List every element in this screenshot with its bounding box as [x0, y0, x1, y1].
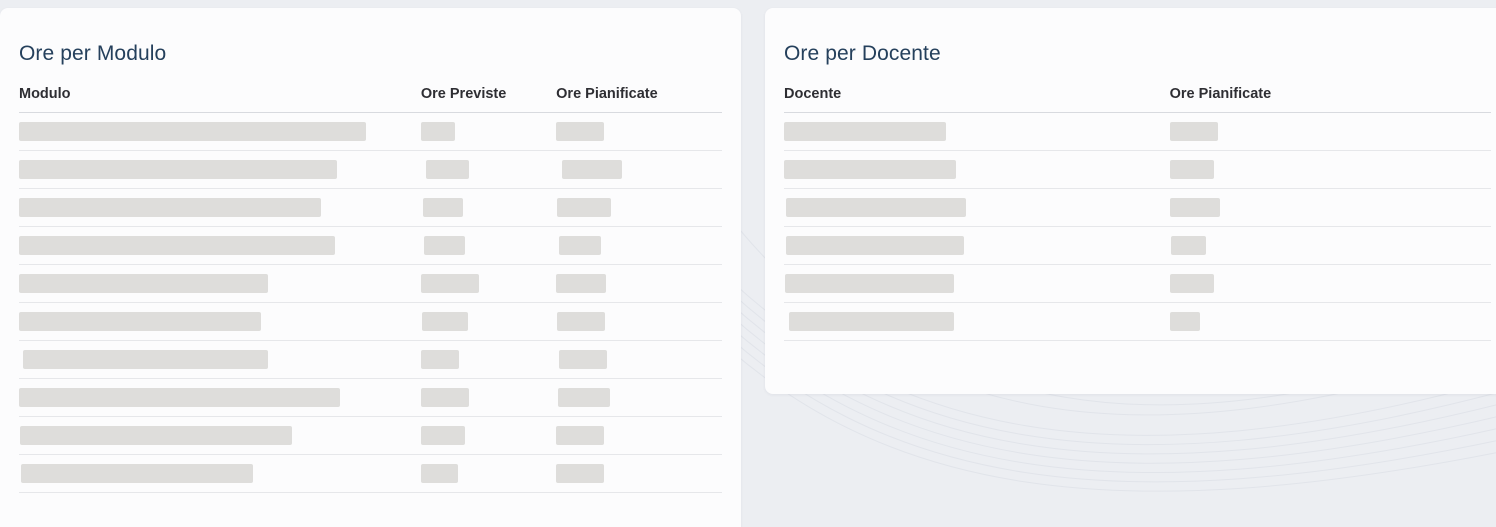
loading-placeholder [421, 274, 479, 293]
loading-placeholder [422, 312, 468, 331]
table-row[interactable] [19, 379, 722, 417]
cell-modulo-name [19, 151, 421, 189]
cell-modulo-name [19, 341, 421, 379]
loading-placeholder [421, 350, 459, 369]
cell-ore-previste [421, 189, 556, 227]
cell-ore-pianificate [556, 341, 722, 379]
loading-placeholder [789, 312, 954, 331]
cell-ore-previste [421, 227, 556, 265]
cell-docente-name [784, 113, 1170, 151]
cell-modulo-name [19, 455, 421, 493]
loading-placeholder [786, 236, 964, 255]
table-row[interactable] [19, 455, 722, 493]
cell-ore-pianificate [556, 379, 722, 417]
loading-placeholder [19, 388, 340, 407]
loading-placeholder [1170, 274, 1214, 293]
cell-ore-pianificate [1170, 303, 1491, 341]
table-row[interactable] [19, 417, 722, 455]
loading-placeholder [23, 350, 268, 369]
loading-placeholder [556, 464, 604, 483]
cell-docente-name [784, 189, 1170, 227]
loading-placeholder [556, 274, 606, 293]
cell-ore-previste [421, 417, 556, 455]
loading-placeholder [19, 198, 321, 217]
cell-modulo-name [19, 189, 421, 227]
cell-ore-pianificate [556, 417, 722, 455]
loading-placeholder [557, 198, 611, 217]
table-row[interactable] [19, 189, 722, 227]
cell-ore-pianificate [1170, 113, 1491, 151]
cell-modulo-name [19, 303, 421, 341]
cell-ore-pianificate [556, 151, 722, 189]
cell-docente-name [784, 303, 1170, 341]
loading-placeholder [784, 160, 956, 179]
column-header-ore-previste: Ore Previste [421, 86, 556, 113]
cell-modulo-name [19, 113, 421, 151]
loading-placeholder [1170, 198, 1220, 217]
table-row[interactable] [784, 265, 1491, 303]
cell-modulo-name [19, 379, 421, 417]
cell-ore-previste [421, 379, 556, 417]
table-row[interactable] [784, 303, 1491, 341]
loading-placeholder [557, 312, 605, 331]
table-row[interactable] [784, 189, 1491, 227]
cell-ore-previste [421, 303, 556, 341]
column-header-ore-pianificate: Ore Pianificate [1170, 86, 1491, 113]
table-ore-per-modulo [19, 86, 722, 493]
loading-placeholder [19, 122, 366, 141]
table-row[interactable] [19, 303, 722, 341]
table-row[interactable] [19, 151, 722, 189]
cell-docente-name [784, 227, 1170, 265]
cell-modulo-name [19, 417, 421, 455]
loading-placeholder [562, 160, 622, 179]
cell-ore-previste [421, 113, 556, 151]
loading-placeholder [19, 274, 268, 293]
loading-placeholder [786, 198, 966, 217]
page-title-docente: Ore per Docente [784, 42, 941, 65]
loading-placeholder [424, 236, 465, 255]
top-strip [0, 0, 1496, 8]
loading-placeholder [421, 388, 469, 407]
cell-ore-previste [421, 455, 556, 493]
loading-placeholder [559, 350, 607, 369]
loading-placeholder [1171, 236, 1206, 255]
loading-placeholder [558, 388, 610, 407]
table-row[interactable] [784, 227, 1491, 265]
table-row[interactable] [19, 265, 722, 303]
loading-placeholder [559, 236, 601, 255]
cell-ore-pianificate [556, 303, 722, 341]
loading-placeholder [556, 426, 604, 445]
loading-placeholder [423, 198, 463, 217]
loading-placeholder [19, 160, 337, 179]
card-ore-per-modulo [0, 8, 741, 527]
table-ore-per-docente [784, 86, 1491, 341]
cell-ore-pianificate [1170, 265, 1491, 303]
loading-placeholder [426, 160, 469, 179]
table-header-row [19, 86, 722, 113]
cell-ore-pianificate [556, 113, 722, 151]
cell-modulo-name [19, 265, 421, 303]
loading-placeholder [21, 464, 253, 483]
table-row[interactable] [784, 151, 1491, 189]
cell-docente-name [784, 265, 1170, 303]
cell-ore-previste [421, 341, 556, 379]
table-row[interactable] [19, 113, 722, 151]
cell-ore-pianificate [556, 227, 722, 265]
cell-docente-name [784, 151, 1170, 189]
cell-ore-previste [421, 151, 556, 189]
column-header-modulo: Modulo [19, 86, 421, 113]
loading-placeholder [1170, 160, 1214, 179]
loading-placeholder [421, 426, 465, 445]
loading-placeholder [785, 274, 954, 293]
card-ore-per-docente [765, 8, 1496, 394]
cell-modulo-name [19, 227, 421, 265]
loading-placeholder [1170, 312, 1200, 331]
page-title-modulo: Ore per Modulo [19, 42, 167, 65]
loading-placeholder [421, 464, 458, 483]
cell-ore-pianificate [556, 265, 722, 303]
column-header-ore-pianificate: Ore Pianificate [556, 86, 722, 113]
table-row[interactable] [19, 227, 722, 265]
cell-ore-pianificate [1170, 227, 1491, 265]
cell-ore-pianificate [1170, 151, 1491, 189]
cell-ore-pianificate [556, 455, 722, 493]
loading-placeholder [19, 312, 261, 331]
cell-ore-pianificate [1170, 189, 1491, 227]
loading-placeholder [20, 426, 292, 445]
loading-placeholder [784, 122, 946, 141]
column-header-docente: Docente [784, 86, 1170, 113]
loading-placeholder [1170, 122, 1218, 141]
table-row[interactable] [19, 341, 722, 379]
cell-ore-previste [421, 265, 556, 303]
cell-ore-pianificate [556, 189, 722, 227]
loading-placeholder [556, 122, 604, 141]
table-row[interactable] [784, 113, 1491, 151]
loading-placeholder [19, 236, 335, 255]
loading-placeholder [421, 122, 455, 141]
table-header-row [784, 86, 1491, 113]
